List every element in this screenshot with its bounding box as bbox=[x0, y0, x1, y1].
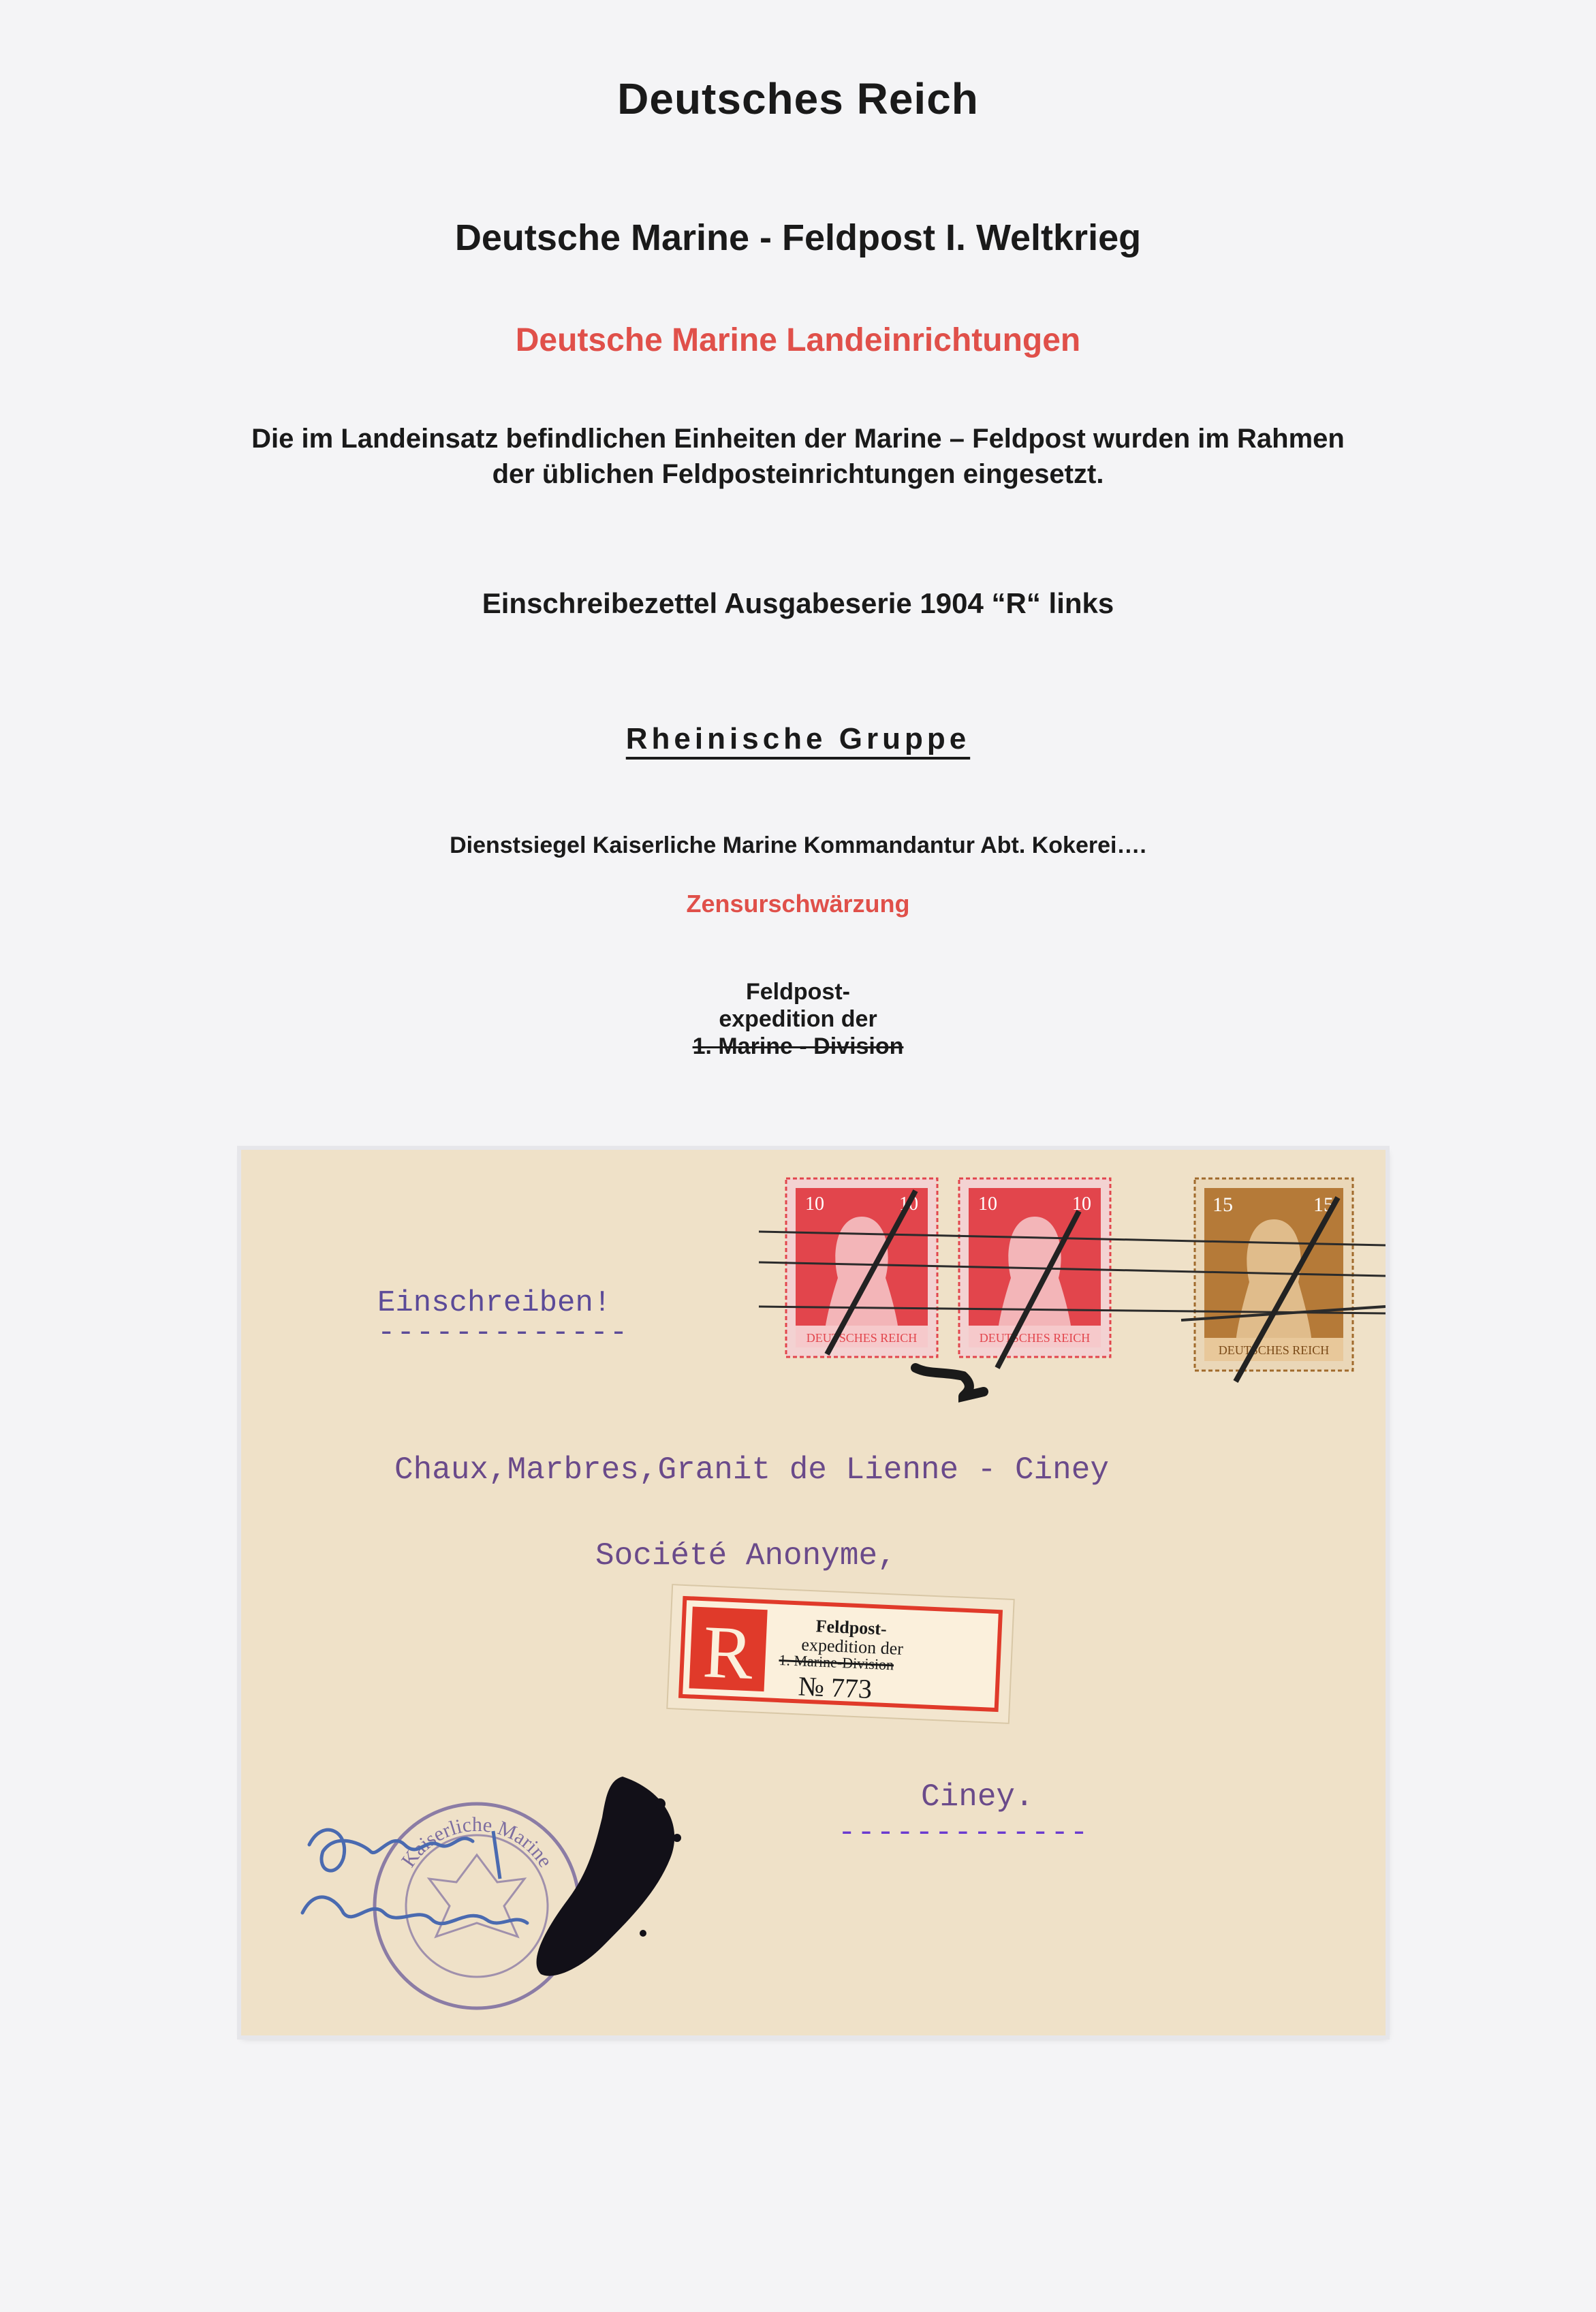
stamp-10-1 bbox=[783, 1176, 940, 1360]
svg-text:15: 15 bbox=[1313, 1193, 1334, 1216]
label-line-1: Feldpost- bbox=[746, 979, 850, 1005]
reg-label-line-3: 1. Marine-Division bbox=[778, 1651, 894, 1674]
seal-note: Dienstsiegel Kaiserliche Marine Kommandantur Abt. Kokerei…. bbox=[450, 832, 1146, 858]
svg-text:15: 15 bbox=[1212, 1193, 1233, 1216]
label-line-3: 1. Marine - Division bbox=[692, 1033, 904, 1059]
description bbox=[0, 421, 1596, 492]
reg-label-line-1: Feldpost- bbox=[815, 1616, 888, 1639]
registration-label bbox=[666, 1584, 1015, 1724]
svg-text:DEUTSCHES REICH: DEUTSCHES REICH bbox=[979, 1331, 1091, 1345]
germania-stamp-icon bbox=[956, 1176, 1113, 1360]
cover-face bbox=[241, 1150, 1386, 2035]
label-line-2: expedition der bbox=[719, 1006, 877, 1032]
svg-text:DEUTSCHES REICH: DEUTSCHES REICH bbox=[806, 1331, 918, 1345]
censor-note: Zensurschwärzung bbox=[686, 890, 910, 918]
address-city: Ciney. bbox=[921, 1779, 1034, 1815]
address-line-1: Chaux,Marbres,Granit de Lienne - Ciney bbox=[394, 1452, 1109, 1488]
svg-text:10: 10 bbox=[899, 1193, 918, 1215]
svg-text:10: 10 bbox=[978, 1193, 997, 1215]
description-line-2: der üblichen Feldposteinrichtungen eingesetzt. bbox=[492, 459, 1104, 489]
stamp-15 bbox=[1192, 1176, 1356, 1360]
typed-underline-1: ------------- bbox=[377, 1316, 629, 1350]
series-note: Einschreibezettel Ausgabeserie 1904 “R“ links bbox=[482, 587, 1114, 619]
typed-registered: Einschreiben! bbox=[377, 1286, 612, 1320]
page-subtopic: Deutsche Marine Landeinrichtungen bbox=[515, 322, 1081, 358]
stamp-10-2 bbox=[956, 1176, 1113, 1360]
label-text-stack bbox=[0, 978, 1596, 1060]
description-line-1: Die im Landeinsatz befindlichen Einheiten der Marine – Feldpost wurden im Rahmen bbox=[251, 424, 1345, 454]
handwritten-signature bbox=[289, 1804, 575, 1967]
seal-text: Kaiserliche Marine bbox=[396, 1813, 557, 1872]
registration-letter: R bbox=[701, 1610, 755, 1696]
svg-text:10: 10 bbox=[1072, 1193, 1091, 1215]
reg-label-number: № 773 bbox=[797, 1670, 873, 1705]
page-title: Deutsches Reich bbox=[617, 74, 979, 123]
stamp-value-text: 10 bbox=[805, 1193, 824, 1215]
reg-label-line-2: expedition der bbox=[800, 1634, 904, 1659]
group-heading: Rheinische Gruppe bbox=[625, 722, 971, 755]
registered-cover bbox=[241, 1150, 1386, 2035]
address-line-2: Société Anonyme, bbox=[595, 1538, 896, 1574]
svg-text:DEUTSCHES REICH: DEUTSCHES REICH bbox=[1218, 1343, 1330, 1357]
germania-stamp-icon bbox=[1192, 1176, 1356, 1373]
page-topic: Deutsche Marine - Feldpost I. Weltkrieg bbox=[454, 217, 1142, 258]
germania-stamp-icon bbox=[783, 1176, 940, 1360]
typed-underline-2: ------------- bbox=[838, 1816, 1090, 1850]
